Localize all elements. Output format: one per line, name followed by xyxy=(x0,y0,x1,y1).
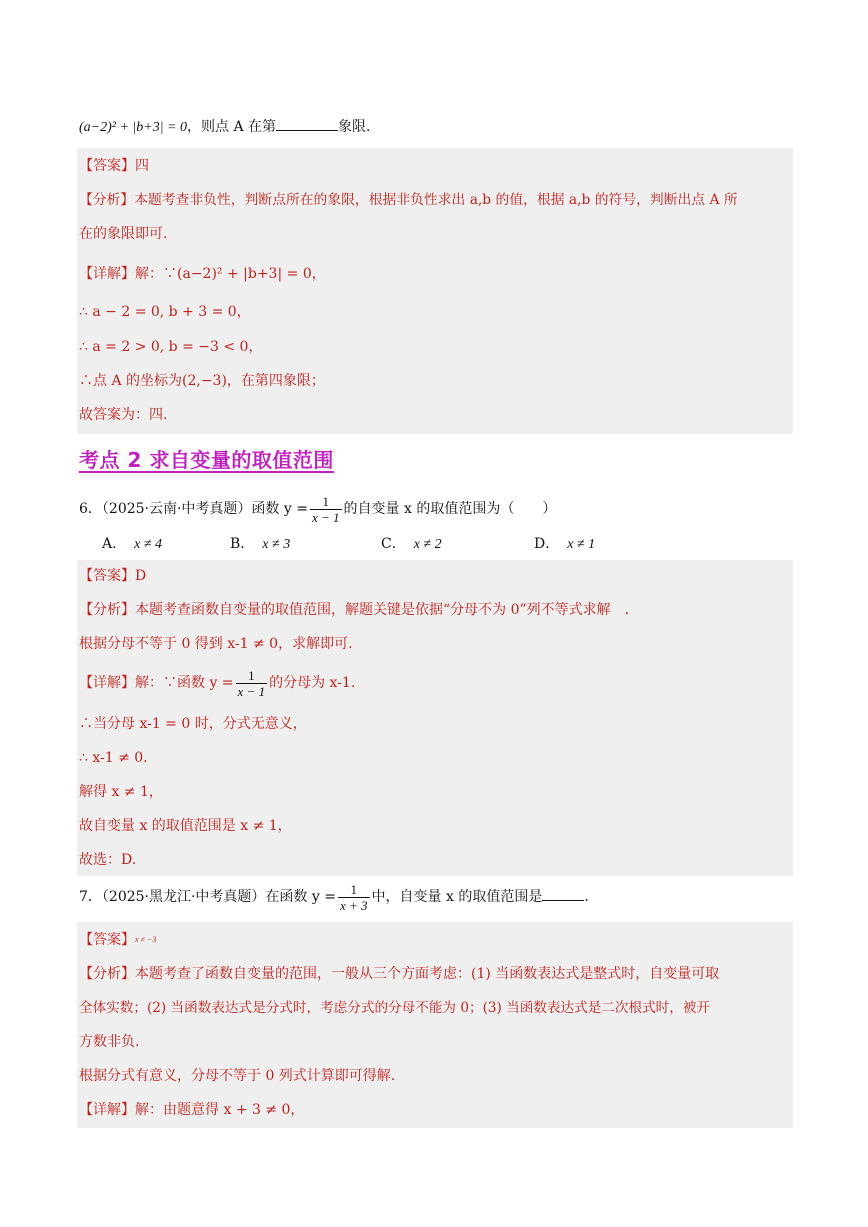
option-b[interactable] xyxy=(230,534,290,555)
q7-fraction xyxy=(338,882,370,913)
q7-solution-box xyxy=(77,922,793,1128)
q6-answer xyxy=(79,566,146,586)
answer-tag: 【答案】 xyxy=(79,158,135,174)
analysis-tag: 【分析】 xyxy=(79,602,135,618)
answer-tag: 【答案】 xyxy=(79,932,135,948)
q5-stem-text: ，则点 A 在第 xyxy=(187,119,277,135)
option-a[interactable] xyxy=(102,534,162,555)
q5-stem-end: 象限. xyxy=(338,119,371,135)
option-value: x ≠ 2 xyxy=(413,537,442,552)
q6-stem-prefix: 6．（2025·云南·中考真题）函数 y = xyxy=(79,501,308,517)
answer-blank xyxy=(276,116,338,131)
q5-detail-line1 xyxy=(79,264,326,284)
q5-detail-line2: ∴ a − 2 = 0, b + 3 = 0， xyxy=(79,304,251,320)
detail-text-suffix: 的分母为 x-1. xyxy=(269,675,356,691)
q6-stem xyxy=(79,492,556,526)
q5-detail-line3: ∴ a = 2 > 0, b = −3 < 0， xyxy=(79,339,263,355)
q7-analysis-line1 xyxy=(79,964,719,984)
q5-detail-line5: 故答案为：四. xyxy=(79,407,168,423)
q6-detail-line5: 故自变量 x 的取值范围是 x ≠ 1， xyxy=(79,818,292,834)
q6-detail-line3: ∴ x-1 ≠ 0. xyxy=(79,750,148,766)
option-value: x ≠ 1 xyxy=(567,537,596,552)
option-label: C． xyxy=(381,536,406,552)
fraction-numerator: 1 xyxy=(322,493,329,509)
q6-detail-line4: 解得 x ≠ 1， xyxy=(79,784,163,800)
q7-stem xyxy=(79,880,589,914)
detail-text: 解：由题意得 x + 3 ≠ 0， xyxy=(135,1102,305,1118)
fraction-numerator: 1 xyxy=(248,667,255,683)
fraction-numerator: 1 xyxy=(350,881,357,897)
q5-answer xyxy=(79,156,149,176)
q5-detail-line4: ∴点 A 的坐标为(2,−3)，在第四象限； xyxy=(79,373,325,389)
q6-analysis-line1 xyxy=(79,600,629,620)
q7-analysis-line4: 根据分式有意义，分母不等于 0 列式计算即可得解. xyxy=(79,1068,396,1084)
analysis-text: 本题考查非负性，判断点所在的象限，根据非负性求出 a,b 的值，根据 a,b 的符号，判断出点 A 所 xyxy=(134,192,738,208)
answer-value: 四 xyxy=(135,158,149,174)
detail-tag: 【详解】 xyxy=(79,266,135,282)
section-heading: 考点 2 求自变量的取值范围 xyxy=(79,448,334,472)
q7-analysis-line3: 方数非负. xyxy=(79,1034,140,1050)
detail-tag: 【详解】 xyxy=(79,675,135,691)
q7-analysis-line2: 全体实数；(2) 当函数表达式是分式时，考虑分式的分母不能为 0；(3) 当函数表达式是二次根式时，被开 xyxy=(79,1000,711,1016)
fraction-denominator: x − 1 xyxy=(311,509,340,525)
q6-detail-line6: 故选：D. xyxy=(79,852,137,868)
q6-detail-line2: ∴当分母 x-1 = 0 时，分式无意义， xyxy=(79,716,307,732)
option-d[interactable] xyxy=(534,534,595,555)
option-label: D． xyxy=(534,536,560,552)
analysis-tag: 【分析】 xyxy=(79,192,135,208)
q7-stem-prefix: 7．（2025·黑龙江·中考真题）在函数 y = xyxy=(79,889,336,905)
q6-detail-fraction xyxy=(236,668,268,699)
analysis-tag: 【分析】 xyxy=(79,966,135,982)
q7-stem-end: . xyxy=(584,889,589,905)
detail-text: 解：∵函数 y = xyxy=(135,675,234,691)
q5-analysis-line1 xyxy=(79,190,738,210)
q7-detail-line1 xyxy=(79,1100,304,1120)
detail-text: 解：∵(a−2)² + |b+3| = 0， xyxy=(135,266,326,282)
analysis-text: 本题考查函数自变量的取值范围，解题关键是依据“分母不为 0”列不等式求解 . xyxy=(135,602,630,618)
q6-stem-suffix: 的自变量 x 的取值范围为（ ） xyxy=(343,501,557,517)
q6-analysis-line2: 根据分母不等于 0 得到 x-1 ≠ 0，求解即可. xyxy=(79,636,353,652)
q5-stem-tail xyxy=(79,116,370,138)
q6-detail-line1 xyxy=(79,666,355,700)
fraction-denominator: x + 3 xyxy=(339,897,368,913)
fraction-denominator: x − 1 xyxy=(237,683,266,699)
q7-answer xyxy=(79,930,156,950)
q5-equation: (a−2)² + |b+3| = 0 xyxy=(79,120,188,135)
option-value: x ≠ 3 xyxy=(262,537,291,552)
detail-tag: 【详解】 xyxy=(79,1102,135,1118)
analysis-text: 本题考查了函数自变量的范围，一般从三个方面考虑：(1) 当函数表达式是整式时，自变量可取 xyxy=(135,966,720,982)
option-label: A． xyxy=(102,536,127,552)
answer-blank xyxy=(542,886,584,901)
q7-stem-suffix: 中，自变量 x 的取值范围是 xyxy=(371,889,543,905)
answer-tag: 【答案】 xyxy=(79,568,135,584)
answer-value: D xyxy=(135,568,147,584)
q6-fraction xyxy=(310,494,342,525)
option-value: x ≠ 4 xyxy=(134,537,163,552)
option-label: B． xyxy=(230,536,255,552)
q5-analysis-line2: 在的象限即可. xyxy=(79,226,168,242)
option-c[interactable] xyxy=(381,534,442,555)
answer-value: x ≠ −3 xyxy=(135,935,157,944)
